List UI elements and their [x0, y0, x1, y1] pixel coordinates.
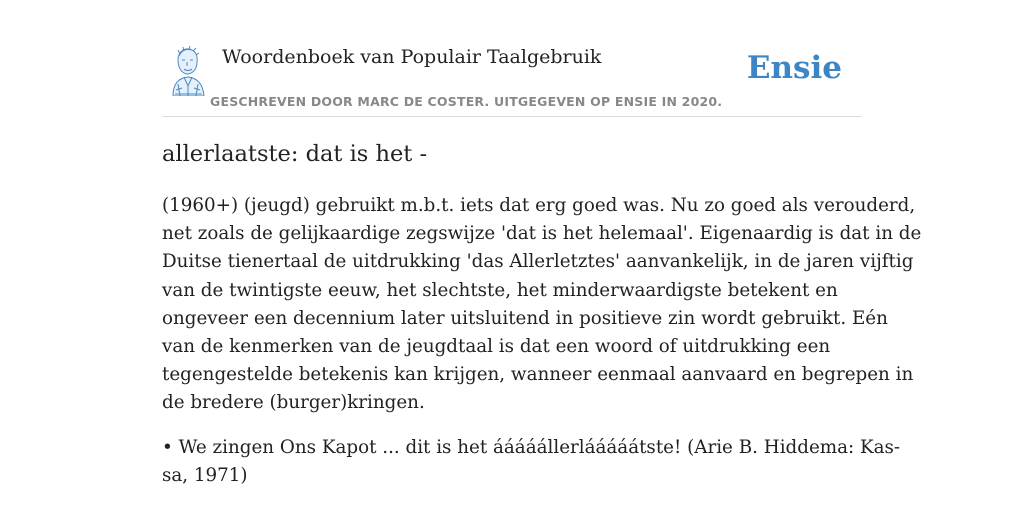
definition-line: tegengestelde betekenis kan krijgen, wanneer eenmaal aanvaard en begrepen in	[162, 364, 914, 386]
entry-definition	[162, 192, 922, 418]
example-line: sa, 1971)	[162, 465, 248, 487]
definition-line: (1960+) (jeugd) gebruikt m.b.t. iets dat erg goed was. Nu zo goed als verouderd,	[162, 195, 916, 216]
book-title[interactable]: Woordenboek van Populair Taalgebruik	[222, 46, 602, 68]
definition-line: van de kenmerken van de jeugdtaal is dat een woord of uitdrukking een	[162, 336, 831, 358]
definition-line: Duitse tienertaal de uitdrukking 'das Allerletztes' aanvankelijk, in de jaren vijftig	[162, 251, 914, 273]
ensie-logo[interactable]: Ensie	[746, 50, 842, 86]
author-portrait-icon	[164, 46, 208, 96]
definition-line: net zoals de gelijkaardige zegswijze 'dat is het helemaal'. Eigenaardig is dat in de	[162, 223, 922, 245]
source-header	[162, 40, 862, 117]
definition-line: van de twintigste eeuw, het slechtste, het minderwaardigste betekent en	[162, 279, 838, 301]
entry-headword: allerlaatste: dat is het -	[162, 141, 428, 167]
definition-line: de bredere (burger)kringen.	[162, 392, 425, 414]
example-line: • We zingen Ons Kapot ... dit is het ááááállerlááááátste! (Arie B. Hiddema: Kas-	[162, 437, 901, 458]
byline: GESCHREVEN DOOR MARC DE COSTER. UITGEGEVEN OP ENSIE IN 2020.	[210, 94, 723, 109]
entry-example	[162, 434, 901, 490]
definition-line: ongeveer een decennium later uitsluitend in positieve zin wordt gebruikt. Eén	[162, 307, 888, 329]
